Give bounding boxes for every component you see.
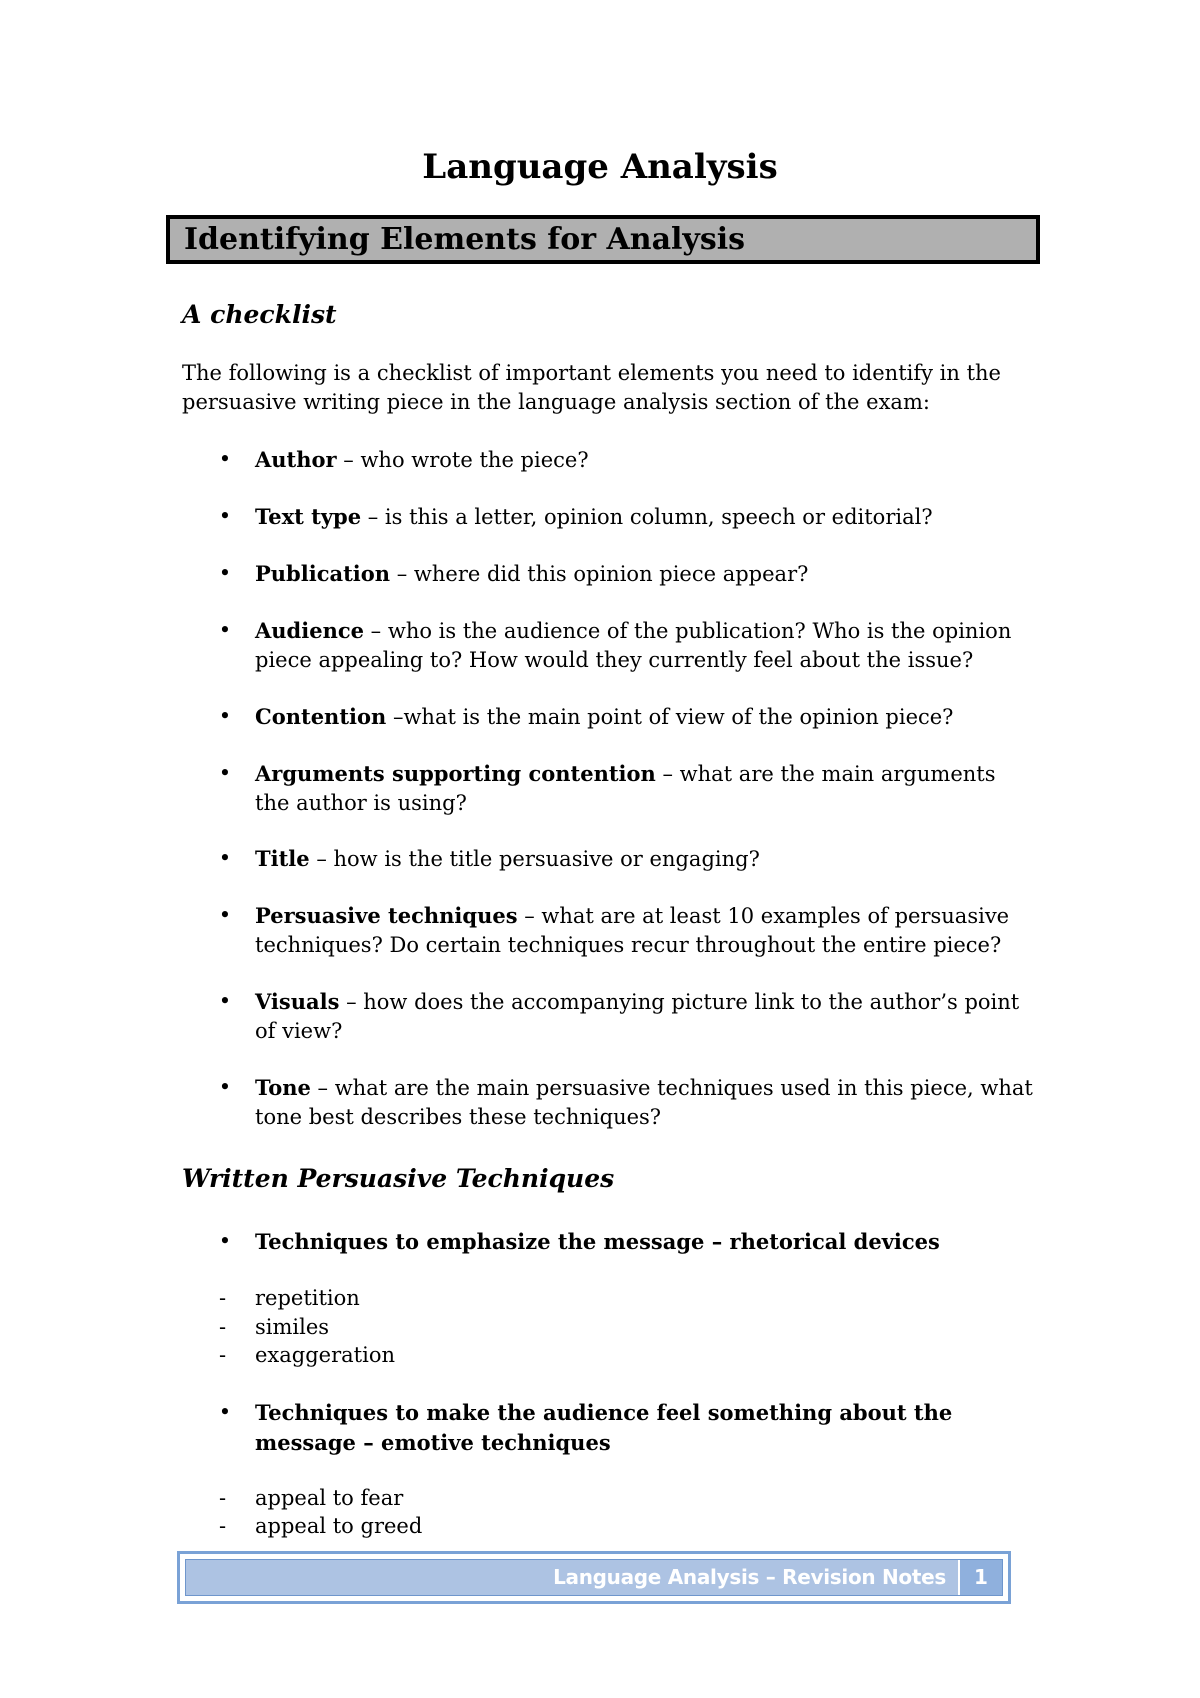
- footer-bar: [185, 1559, 1003, 1596]
- checklist-text: – is this a letter, opinion column, speech or editorial?: [361, 505, 933, 529]
- checklist-term: Text type: [255, 504, 362, 529]
- technique-group-title: Techniques to emphasize the message – rhetorical devices: [255, 1229, 940, 1254]
- checklist-item: [218, 987, 1035, 1046]
- dash-icon: -: [219, 1286, 227, 1310]
- technique-item: [219, 1284, 360, 1313]
- checklist-term: Contention: [255, 704, 387, 729]
- technique-text: exaggeration: [255, 1343, 395, 1367]
- techniques-heading: Written Persuasive Techniques: [182, 1164, 615, 1193]
- checklist-term: Arguments supporting contention: [255, 761, 656, 786]
- page-title: Language Analysis: [422, 147, 778, 187]
- technique-group-title: Techniques to make the audience feel something about the message – emotive techniques: [255, 1400, 953, 1455]
- dash-icon: -: [219, 1486, 227, 1510]
- technique-text: appeal to fear: [255, 1486, 404, 1510]
- bullet-icon: •: [218, 447, 232, 471]
- checklist-term: Visuals: [255, 989, 340, 1014]
- technique-group-heading: [218, 1227, 1035, 1257]
- checklist-item: [218, 901, 1035, 960]
- bullet-icon: •: [218, 704, 232, 728]
- bullet-icon: •: [218, 504, 232, 528]
- checklist-item: [218, 616, 1035, 675]
- checklist-term: Audience: [255, 618, 364, 643]
- bullet-icon: •: [218, 846, 232, 870]
- checklist-text: – what are the main arguments the author is using?: [255, 762, 996, 815]
- checklist-heading: A checklist: [182, 300, 337, 329]
- dash-icon: -: [219, 1514, 227, 1538]
- checklist-term: Author: [255, 447, 337, 472]
- technique-item: [219, 1512, 423, 1541]
- checklist-item: [218, 559, 1035, 589]
- technique-group-heading: [218, 1398, 1035, 1458]
- page-footer: [177, 1551, 1011, 1604]
- checklist-item: [218, 844, 1035, 874]
- section-banner: Identifying Elements for Analysis: [166, 215, 1040, 264]
- bullet-icon: •: [218, 561, 232, 585]
- checklist-item: [218, 502, 1035, 532]
- checklist-item: [218, 445, 1035, 475]
- checklist-item: [218, 1073, 1035, 1132]
- technique-text: repetition: [255, 1286, 360, 1310]
- checklist-item: [218, 759, 1035, 818]
- checklist-text: – what are the main persuasive techniques used in this piece, what tone best describes these techniques?: [255, 1076, 1033, 1129]
- checklist-text: – what are at least 10 examples of persuasive techniques? Do certain techniques recur throughout the entire piece?: [255, 904, 1010, 957]
- checklist-text: – who wrote the piece?: [336, 448, 589, 472]
- bullet-icon: •: [218, 1400, 232, 1424]
- checklist-term: Persuasive techniques: [255, 903, 518, 928]
- technique-text: similes: [255, 1315, 330, 1339]
- checklist-term: Title: [255, 846, 310, 871]
- checklist-text: – how is the title persuasive or engaging?: [309, 847, 760, 871]
- bullet-icon: •: [218, 989, 232, 1013]
- footer-label: Language Analysis – Revision Notes: [553, 1565, 946, 1589]
- intro-paragraph: The following is a checklist of important elements you need to identify in the persuasive writing piece in the language analysis section of the exam:: [182, 361, 1001, 414]
- checklist-term: Publication: [255, 561, 391, 586]
- dash-icon: -: [219, 1343, 227, 1367]
- bullet-icon: •: [218, 903, 232, 927]
- technique-item: [219, 1484, 404, 1513]
- checklist-text: – who is the audience of the publication? Who is the opinion piece appealing to? How would they currently feel about the issue?: [255, 619, 1012, 672]
- bullet-icon: •: [218, 1229, 232, 1253]
- technique-text: appeal to greed: [255, 1514, 423, 1538]
- page-number: 1: [958, 1560, 1002, 1595]
- technique-item: [219, 1341, 395, 1370]
- bullet-icon: •: [218, 761, 232, 785]
- checklist-text: –what is the main point of view of the opinion piece?: [386, 705, 954, 729]
- checklist-text: – where did this opinion piece appear?: [390, 562, 809, 586]
- checklist-item: [218, 702, 1035, 732]
- bullet-icon: •: [218, 618, 232, 642]
- checklist-term: Tone: [255, 1075, 311, 1100]
- dash-icon: -: [219, 1315, 227, 1339]
- technique-item: [219, 1313, 330, 1342]
- checklist-text: – how does the accompanying picture link to the author’s point of view?: [255, 990, 1020, 1043]
- bullet-icon: •: [218, 1075, 232, 1099]
